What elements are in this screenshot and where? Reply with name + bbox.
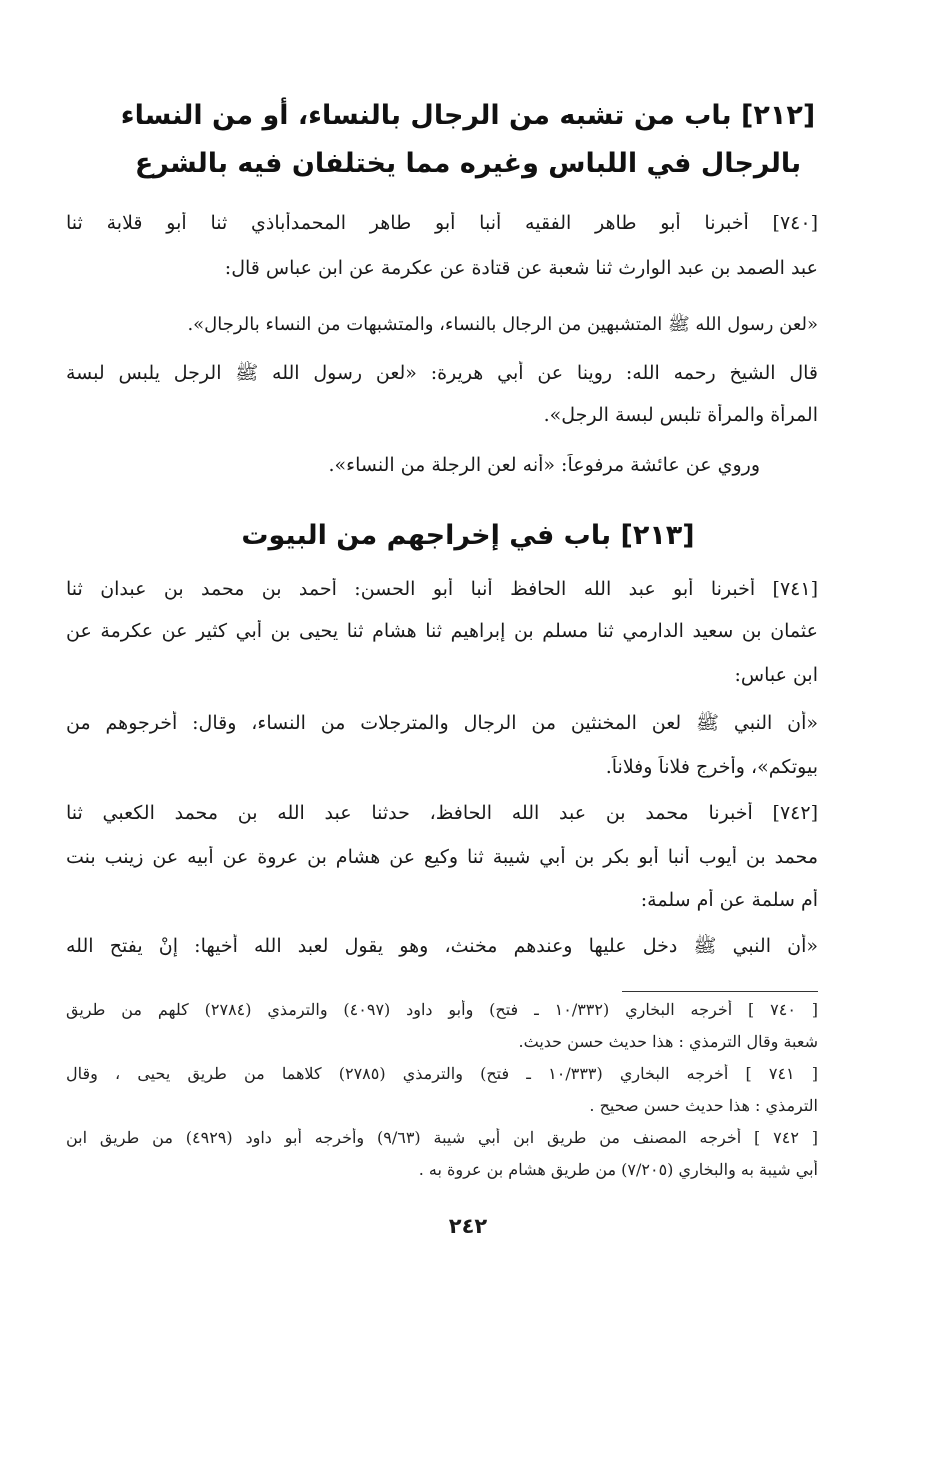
hadith-740-line-2: عبد الصمد بن عبد الوارث ثنا شعبة عن قتادة عن عكرمة عن ابن عباس قال: bbox=[224, 257, 818, 279]
hadith-740-line-6: وروي عن عائشة مرفوعاً: «أنه لعن الرجلة من النساء». bbox=[328, 454, 760, 476]
hadith-742-line-4: «أن النبي ﷺ دخل عليها وعندهم مخنث، وهو يقول لعبد الله أخيها: إنْ يفتح الله bbox=[66, 935, 818, 957]
hadith-741-line-5: بيوتكم»، وأخرج فلاناً وفلاناً. bbox=[605, 756, 818, 778]
hadith-741-line-1: [٧٤١] أخبرنا أبو عبد الله الحافظ أنبا أبو الحسن: أحمد بن محمد بن عبدان ثنا bbox=[66, 578, 818, 600]
hadith-741-line-2: عثمان بن سعيد الدارمي ثنا مسلم بن إبراهيم ثنا هشام ثنا يحيى بن أبي كثير عن عكرمة عن bbox=[66, 620, 818, 642]
chapter-heading-212 bbox=[0, 92, 936, 188]
hadith-741-line-4: «أن النبي ﷺ لعن المخنثين من الرجال والمترجلات من النساء، وقال: أخرجوهم من bbox=[66, 712, 818, 734]
hadith-742-line-3: أم سلمة عن أم سلمة: bbox=[640, 889, 818, 911]
chapter-heading-212-line-2: بالرجال في اللباس وغيره مما يختلفان فيه بالشرع bbox=[134, 148, 802, 179]
footnote-740-line-2: شعبة وقال الترمذي : هذا حديث حسن حديث. bbox=[518, 1032, 818, 1051]
footnote-742-line-2: أبي شيبة به والبخاري (٧/٢٠٥) من طريق هشام بن عروة به . bbox=[418, 1160, 818, 1179]
hadith-740-line-1: [٧٤٠] أخبرنا أبو طاهر الفقيه أنبا أبو طاهر المحمدأباذي ثنا أبو قلابة ثنا bbox=[66, 212, 818, 234]
hadith-740-line-3: «لعن رسول الله ﷺ المتشبهين من الرجال بالنساء، والمتشبهات من النساء بالرجال». bbox=[187, 314, 818, 335]
chapter-heading-213 bbox=[0, 512, 936, 560]
footnote-740-line-1: [ ٧٤٠ ] أخرجه البخاري (١٠/٣٣٢ ـ فتح) وأبو داود (٤٠٩٧) والترمذي (٢٧٨٤) كلهم من طريق bbox=[66, 1000, 818, 1019]
hadith-741-line-3: ابن عباس: bbox=[734, 664, 818, 686]
hadith-740-line-5: المرأة والمرأة تلبس لبسة الرجل». bbox=[543, 404, 818, 426]
footnote-741-line-2: الترمذي : هذا حديث حسن صحيح . bbox=[589, 1096, 818, 1115]
chapter-heading-213-line-1: [٢١٣] باب في إخراجهم من البيوت bbox=[241, 520, 695, 551]
chapter-heading-212-line-1: [٢١٢] باب من تشبه من الرجال بالنساء، أو من النساء bbox=[120, 100, 816, 131]
footnote-741-line-1: [ ٧٤١ ] أخرجه البخاري (١٠/٣٣٣ ـ فتح) والترمذي (٢٧٨٥) كلاهما من طريق يحيى ، وقال bbox=[66, 1064, 818, 1083]
hadith-742-line-2: محمد بن أيوب أنبا أبو بكر بن أبي شيبة ثنا وكيع عن هشام بن عروة عن أبيه عن زينب بنت bbox=[66, 846, 818, 868]
footnote-742-line-1: [ ٧٤٢ ] أخرجه المصنف من طريق ابن أبي شيبة (٩/٦٣) وأخرجه أبو داود (٤٩٢٩) من طريق ابن bbox=[66, 1128, 818, 1147]
hadith-742-line-1: [٧٤٢] أخبرنا محمد بن عبد الله الحافظ، حدثنا عبد الله بن محمد الكعبي ثنا bbox=[66, 802, 818, 824]
hadith-740-line-4: قال الشيخ رحمه الله: روينا عن أبي هريرة: «لعن رسول الله ﷺ الرجل يلبس لبسة bbox=[66, 362, 818, 384]
footnote-separator bbox=[622, 991, 818, 992]
page-number: ٢٤٢ bbox=[448, 1214, 488, 1238]
